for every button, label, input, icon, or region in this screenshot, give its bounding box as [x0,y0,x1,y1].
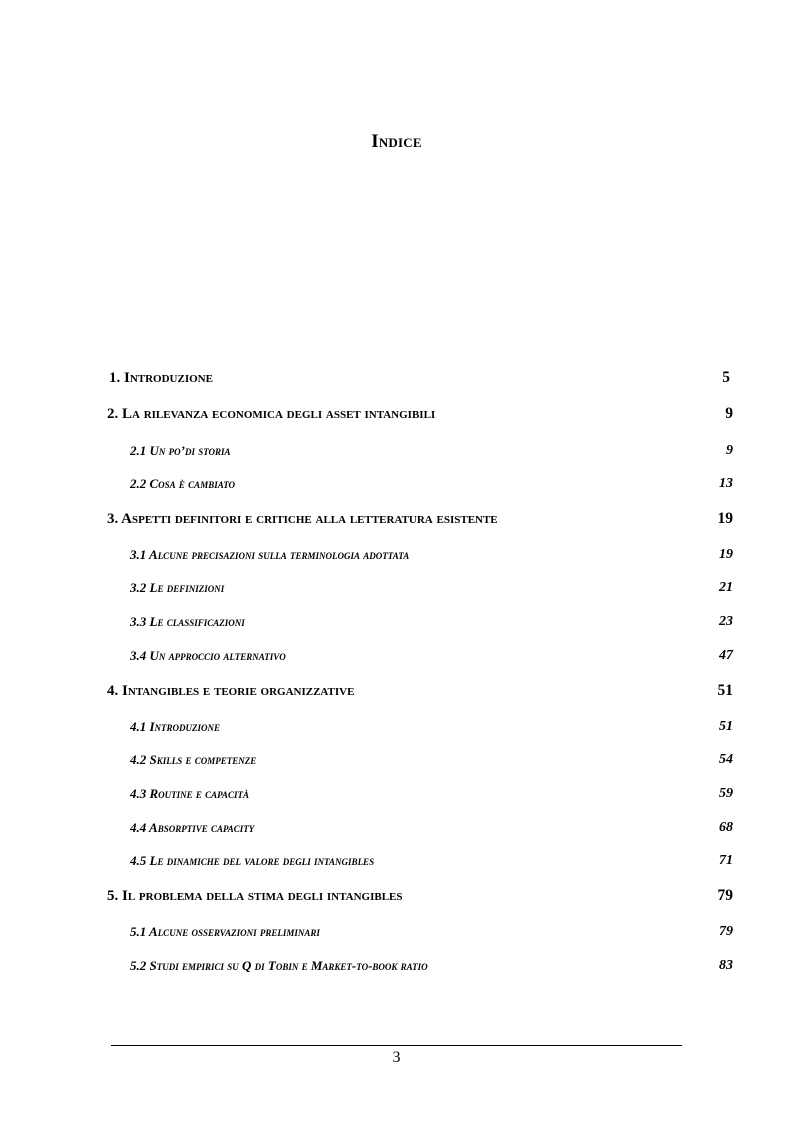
toc-entry-4-1[interactable] [0,716,793,738]
toc-entry-title: 3.3 Le classificazioni [130,614,245,629]
toc-entry-3-3[interactable] [0,611,793,633]
toc-entry-4[interactable] [0,680,793,702]
toc-entry-page: 83 [719,958,733,973]
toc-entry-page: 5 [722,369,730,386]
toc-entry-3-2[interactable] [0,577,793,599]
toc-entry-page: 51 [717,682,733,699]
toc-entry-title: 4. Intangibles e teorie organizzative [107,683,355,699]
toc-entry-5-2[interactable] [0,955,793,977]
toc-entry-title: 4.2 Skills e competenze [130,752,257,767]
toc-entry-title: 5. Il problema della stima degli intangibles [107,888,403,904]
toc-entry-title: 3.2 Le definizioni [130,580,225,595]
toc-entry-page: 79 [717,887,733,904]
toc-entry-page: 21 [719,580,733,595]
toc-entry-4-4[interactable] [0,817,793,839]
toc-entry-3-4[interactable] [0,645,793,667]
toc-entry-title: 2.1 Un po’di storia [130,443,231,458]
toc-entry-title: 2. La rilevanza economica degli asset intangibili [107,406,436,422]
toc-entry-page: 23 [719,614,733,629]
toc-entry-5[interactable] [0,885,793,907]
toc-entry-page: 9 [726,443,733,458]
toc-entry-title: 1. Introduzione [109,370,213,386]
toc-entry-page: 19 [717,510,733,527]
toc-entry-title: 4.5 Le dinamiche del valore degli intangibles [130,853,375,868]
toc-entry-3[interactable] [0,508,793,530]
toc-entry-title: 2.2 Cosa è cambiato [130,476,236,491]
toc-entry-page: 9 [725,405,733,422]
toc-entry-page: 51 [719,719,733,734]
footer-divider [111,1045,682,1046]
toc-entry-page: 71 [719,853,733,868]
toc-entry-4-3[interactable] [0,783,793,805]
toc-entry-2-2[interactable] [0,473,793,495]
toc-entry-4-2[interactable] [0,749,793,771]
toc-entry-page: 59 [719,786,733,801]
toc-entry-2[interactable] [0,403,793,425]
page-title: Indice [371,131,422,152]
toc-entry-page: 47 [719,648,733,663]
toc-entry-title: 5.2 Studi empirici su Q di Tobin e Market-to-book ratio [130,958,428,973]
toc-entry-page: 68 [719,820,733,835]
toc-entry-title: 4.1 Introduzione [130,719,221,734]
toc-entry-page: 19 [719,547,733,562]
toc-entry-title: 4.4 Absorptive capacity [130,820,255,835]
page-number: 3 [392,1049,401,1066]
toc-entry-5-1[interactable] [0,921,793,943]
toc-entry-title: 5.1 Alcune osservazioni preliminari [130,924,320,939]
toc-entry-page: 79 [719,924,733,939]
toc-entry-page: 54 [719,752,733,767]
toc-entry-title: 3. Aspetti definitori e critiche alla letteratura esistente [107,511,498,527]
toc-entry-3-1[interactable] [0,544,793,566]
toc-entry-1[interactable] [0,367,793,389]
toc-entry-2-1[interactable] [0,440,793,462]
toc-entry-page: 13 [719,476,733,491]
toc-entry-title: 3.1 Alcune precisazioni sulla terminologia adottata [130,547,410,562]
toc-entry-title: 4.3 Routine e capacità [130,786,250,801]
toc-entry-title: 3.4 Un approccio alternativo [130,648,286,663]
toc-entry-4-5[interactable] [0,850,793,872]
